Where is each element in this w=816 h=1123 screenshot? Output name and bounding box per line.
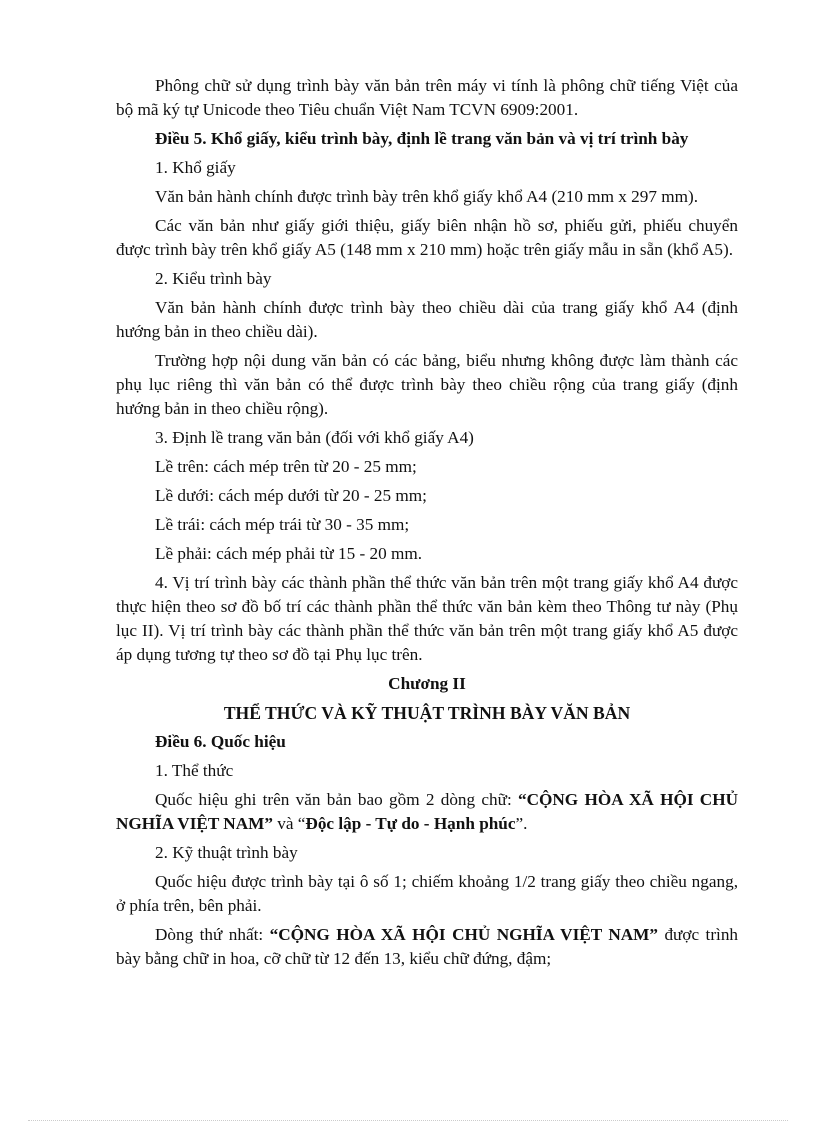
paragraph-landscape: Trường hợp nội dung văn bản có các bảng, biểu nhưng không được làm thành các phụ lục riêng thì văn bản có thể được trình bày theo chiều rộng của trang giấy (định hướng bản in theo chiều rộng). (116, 351, 738, 418)
first-line-end: được trình bày bằng chữ in hoa, cỡ chữ từ 12 đến 13, kiểu chữ đứng, đậm; (116, 925, 739, 968)
section-paper-size-title: 1. Khổ giấy (155, 158, 236, 177)
margin-bottom-line: Lề dưới: cách mép dưới từ 20 - 25 mm; (155, 486, 427, 505)
section-layout-style-title: 2. Kiểu trình bày (155, 269, 272, 288)
margin-left-line: Lề trái: cách mép trái từ 30 - 35 mm; (155, 515, 410, 534)
paragraph-a5-size: Các văn bản như giấy giới thiệu, giấy biên nhận hồ sơ, phiếu gửi, phiếu chuyển được trình bày trên khổ giấy A5 (148 mm x 210 mm) hoặc trên giấy mẫu in sẵn (khổ A5). (116, 216, 738, 259)
paragraph-component-positions: 4. Vị trí trình bày các thành phần thể thức văn bản trên một trang giấy khổ A4 được thực hiện theo sơ đồ bố trí các thành phần thể thức văn bản kèm theo Thông tư này (Phụ lục II). Vị trí trình bày các thành phần thể thức văn bản trên một trang giấy khổ A5 được áp dụng tương tự theo sơ đồ tại Phụ lục trên. (116, 573, 738, 664)
paragraph-a4-size: Văn bản hành chính được trình bày trên khổ giấy khổ A4 (210 mm x 297 mm). (155, 187, 699, 206)
first-line-bold: “CỘNG HÒA XÃ HỘI CHỦ NGHĨA VIỆT NAM” (269, 925, 658, 944)
national-title-pre: Quốc hiệu ghi trên văn bản bao gồm 2 dòng chữ: (155, 790, 519, 809)
chapter-title: THỂ THỨC VÀ KỸ THUẬT TRÌNH BÀY VĂN BẢN (223, 703, 631, 723)
margin-right-line: Lề phải: cách mép phải từ 15 - 20 mm. (155, 544, 423, 563)
national-title-mid: và “ (272, 814, 306, 833)
page-bottom-divider (28, 1120, 788, 1121)
margin-top-line: Lề trên: cách mép trên từ 20 - 25 mm; (155, 457, 417, 476)
paragraph-position: Quốc hiệu được trình bày tại ô số 1; chiếm khoảng 1/2 trang giấy theo chiều ngang, ở phía trên, bên phải. (116, 872, 738, 915)
article-6-heading: Điều 6. Quốc hiệu (155, 732, 286, 751)
national-title-line2: Độc lập - Tự do - Hạnh phúc (305, 814, 516, 833)
section-margins-title: 3. Định lề trang văn bản (đối với khổ giấy A4) (155, 428, 474, 447)
national-title-line1: “CỘNG HÒA XÃ HỘI CHỦ NGHĨA VIỆT NAM” (116, 790, 738, 833)
document-page (116, 74, 738, 976)
section-technique-title: 2. Kỹ thuật trình bày (155, 843, 298, 862)
paragraph-first-line (116, 923, 738, 971)
article-5-heading: Điều 5. Khổ giấy, kiểu trình bày, định lề trang văn bản và vị trí trình bày (155, 129, 689, 148)
paragraph-portrait: Văn bản hành chính được trình bày theo chiều dài của trang giấy khổ A4 (định hướng bản in theo chiều dài). (116, 298, 738, 341)
national-title-end: ”. (515, 814, 528, 833)
chapter-label: Chương II (388, 674, 466, 693)
first-line-pre: Dòng thứ nhất: (155, 925, 270, 944)
paragraph-national-title (116, 788, 738, 836)
paragraph-font-standard: Phông chữ sử dụng trình bày văn bản trên máy vi tính là phông chữ tiếng Việt của bộ mã ký tự Unicode theo Tiêu chuẩn Việt Nam TCVN 6909:2001. (116, 76, 738, 119)
section-format-title: 1. Thể thức (155, 761, 234, 780)
